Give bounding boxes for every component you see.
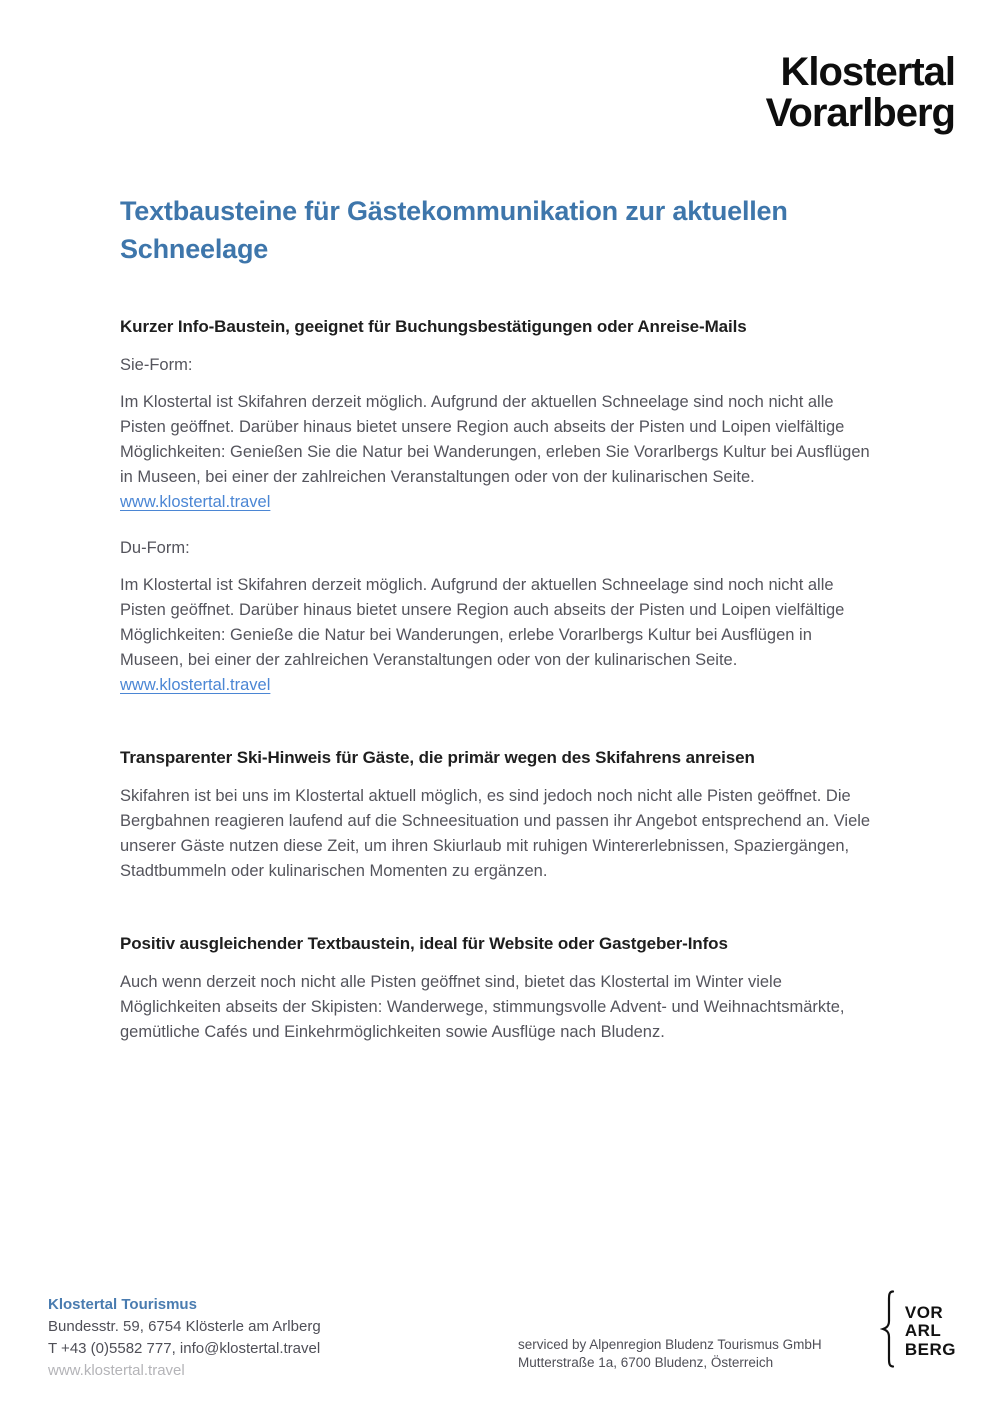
section-info-baustein [120,315,878,698]
sie-form-label: Sie-Form: [120,356,193,374]
region-logo-berg: BERG [904,1339,956,1359]
region-logo-arl: ARL [904,1321,942,1341]
footer-website: www.klostertal.travel [48,1362,185,1379]
du-form-paragraph [120,573,878,698]
brace-icon [880,1290,896,1373]
section-ski-hinweis [120,746,878,884]
sie-form-text: Im Klostertal ist Skifahren derzeit möglich. Aufgrund der aktuellen Schneelage sind noch nicht alle Pisten geöffnet. Darüber hinaus bietet unsere Region auch abseits der Pisten und Loipen vielfältige Möglichkeiten: Genießen Sie die Natur bei Wanderungen, erleben Sie Vorarlbergs Kultur bei Ausflügen in Museen, bei einer der zahlreichen Veranstaltungen oder von der kulinarischen Seite. [120,393,870,486]
footer-serviced-by-line2: Mutterstraße 1a, 6700 Bludenz, Österreich [518,1355,774,1370]
footer-serviced-by-line1: serviced by Alpenregion Bludenz Tourismus GmbH [518,1337,822,1352]
klostertal-travel-link-du[interactable]: www.klostertal.travel [120,676,271,694]
sie-form-paragraph [120,390,878,515]
klostertal-travel-link-sie[interactable]: www.klostertal.travel [120,493,271,511]
ski-hinweis-paragraph: Skifahren ist bei uns im Klostertal aktuell möglich, es sind jedoch noch nicht alle Pisten geöffnet. Die Bergbahnen reagieren laufend auf die Schneesituation und passen ihr Angebot entsprechend an. Viele unserer Gäste nutzen diese Zeit, um ihren Skiurlaub mit ruhigen Wintererlebnissen, Spaziergängen, Stadtbummeln oder kulinarischen Momenten zu ergänzen. [120,787,871,880]
section-positiv-textbaustein [120,932,878,1045]
document-body [120,192,878,1061]
footer-serviced-by-block [518,1336,822,1372]
footer-address: Bundesstr. 59, 6754 Klösterle am Arlberg [48,1318,321,1335]
section-heading-positiv: Positiv ausgleichender Textbaustein, ideal für Website oder Gastgeber-Infos [120,934,728,953]
footer-org-name: Klostertal Tourismus [48,1296,197,1313]
section-heading-ski-hinweis: Transparenter Ski-Hinweis für Gäste, die primär wegen des Skifahrens anreisen [120,748,755,767]
du-form-label: Du-Form: [120,539,190,557]
footer-phone-email: T +43 (0)5582 777, info@klostertal.travel [48,1340,321,1357]
logo-line-klostertal: Klostertal [780,50,955,94]
region-logo-vor: VOR [904,1302,944,1322]
du-form-text: Im Klostertal ist Skifahren derzeit möglich. Aufgrund der aktuellen Schneelage sind noch nicht alle Pisten geöffnet. Darüber hinaus bietet unsere Region auch abseits der Pisten und Loipen vielfältige Möglichkeiten: Genieße die Natur bei Wanderungen, erlebe Vorarlbergs Kultur bei Ausflügen in Museen, bei einer der zahlreichen Veranstaltungen oder von der kulinarischen Seite. [120,576,845,669]
positiv-paragraph: Auch wenn derzeit noch nicht alle Pisten geöffnet sind, bietet das Klostertal im Winter viele Möglichkeiten abseits der Skipisten: Wanderwege, stimmungsvolle Advent- und Weihnachtsmärkte, gemütliche Cafés und Einkehrmöglichkeiten sowie Ausflüge nach Bludenz. [120,973,845,1041]
page-title: Textbausteine für Gästekommunikation zur aktuellen Schneelage [120,196,788,264]
footer-contact-block [48,1294,321,1382]
region-logo-text [905,1304,956,1360]
vorarlberg-region-logo [880,1290,956,1373]
logo-line-vorarlberg: Vorarlberg [765,91,955,135]
klostertal-vorarlberg-logo [766,52,955,134]
section-heading-info-baustein: Kurzer Info-Baustein, geeignet für Buchungsbestätigungen oder Anreise-Mails [120,317,747,336]
